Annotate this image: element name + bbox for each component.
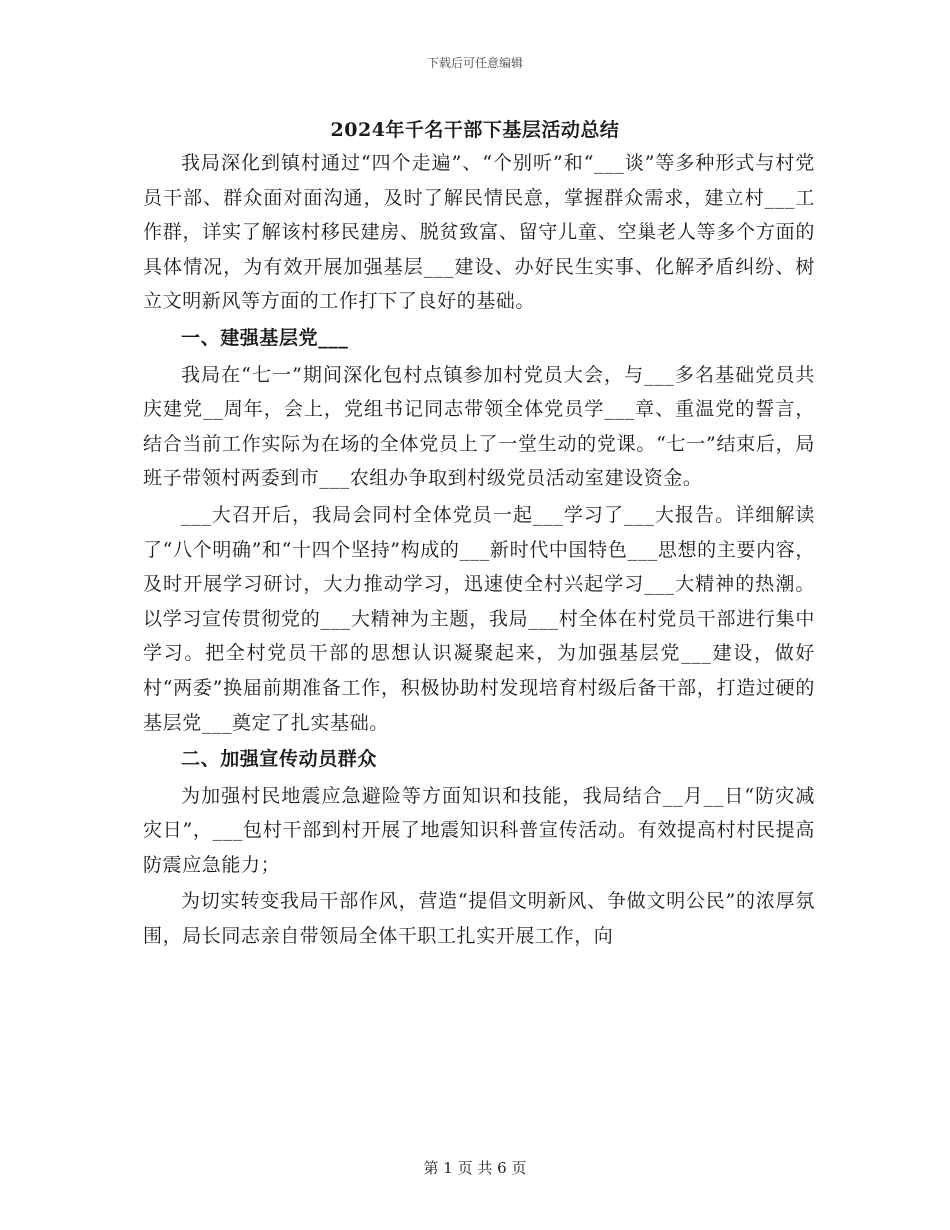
paragraph-section1-a: 我局在“七一”期间深化包村点镇参加村党员大会，与___多名基础党员共庆建党__周年，会上，党组书记同志带领全体党员学___章、重温党的誓言，结合当前工作实际为在场的全体党员上了一堂生动的党课。“七一”结束后，局班子带领村两委到市___农组办争取到村级党员活动室建设资金。 (143, 363, 815, 490)
paragraph-section1-b: ___大召开后，我局会同村全体党员一起___学习了___大报告。详细解读了“八个明确”和“十四个坚持”构成的___新时代中国特色___思想的主要内容，及时开展学习研讨，大力推动学习，迅速使全村兴起学习___大精神的热潮。以学习宣传贯彻党的___大精神为主题，我局___村全体在村党员干部进行集中学习。把全村党员干部的思想认识凝聚起来，为加强基层党___建设，做好村“两委”换届前期准备工作，积极协助村发现培育村级后备干部，打造过硬的基层党___奠定了扎实基础。 (143, 503, 815, 734)
paragraph-section2-b: 为切实转变我局干部作风，营造“提倡文明新风、争做文明公民”的浓厚氛围，局长同志亲自带领局全体干职工扎实开展工作，向 (143, 890, 815, 948)
paragraph-intro: 我局深化到镇村通过“四个走遍”、“个别听”和“___谈”等多种形式与村党员干部、群众面对面沟通，及时了解民情民意，掌握群众需求，建立村___工作群，详实了解该村移民建房、脱贫致富、留守儿童、空巢老人等多个方面的具体情况，为有效开展加强基层___建设、办好民生实事、化解矛盾纠纷、树立文明新风等方面的工作打下了良好的基础。 (143, 152, 815, 313)
section-heading-1: 一、建强基层党___ (181, 326, 349, 349)
document-body (143, 146, 815, 954)
document-title: 2024年千名干部下基层活动总结 (330, 119, 620, 141)
section-heading-2: 二、加强宣传动员群众 (181, 748, 378, 771)
header-note: 下载后可任意编辑 (426, 56, 523, 70)
page-footer: 第 1 页 共 6 页 (423, 1159, 527, 1177)
paragraph-section2-a: 为加强村民地震应急避险等方面知识和技能，我局结合__月__日“防灾减灾日”，___包村干部到村开展了地震知识科普宣传活动。有效提高村村民提高防震应急能力； (143, 784, 815, 876)
